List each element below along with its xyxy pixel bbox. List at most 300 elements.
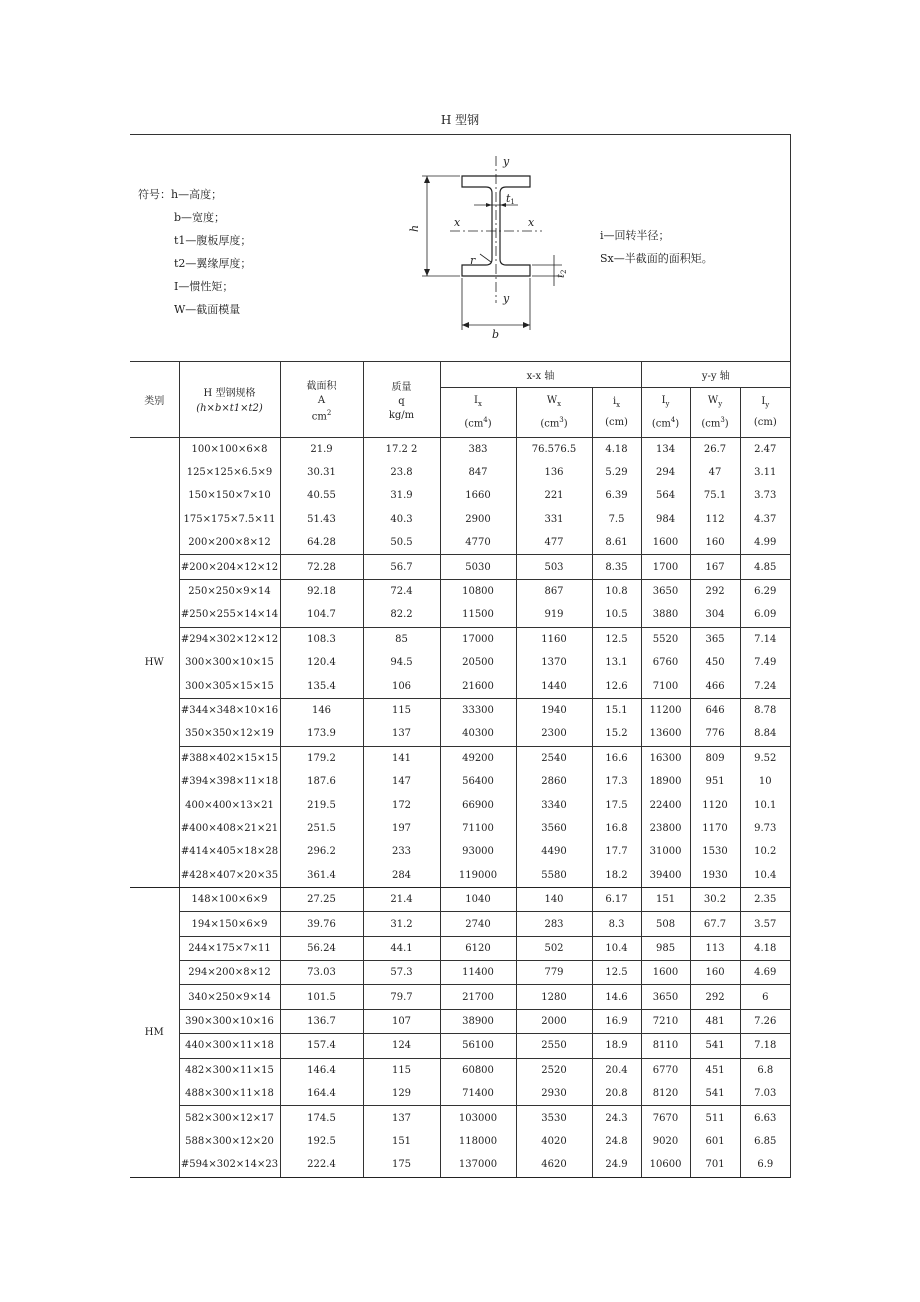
value-cell: 6.17: [592, 887, 641, 911]
value-cell: 1940: [516, 698, 592, 722]
value-cell: 2.35: [740, 887, 790, 911]
header-category: 类别: [130, 362, 179, 437]
value-cell: 985: [641, 936, 690, 960]
b-arrow-left: [462, 322, 469, 328]
unit-text: (cm: [651, 418, 671, 430]
value-cell: 11500: [440, 603, 516, 627]
header-wx: [516, 387, 592, 437]
value-cell: 984: [641, 508, 690, 531]
value-cell: 24.8: [592, 1130, 641, 1153]
value-cell: 76.576.5: [516, 437, 592, 461]
value-cell: 23800: [641, 817, 690, 840]
value-cell: 20.8: [592, 1082, 641, 1106]
header-spec-label: H 型钢规格: [203, 388, 256, 400]
value-cell: 9020: [641, 1130, 690, 1153]
value-cell: 17.3: [592, 770, 641, 793]
header-ix: [440, 387, 516, 437]
value-cell: 39.76: [280, 912, 363, 936]
table-row: [130, 627, 790, 651]
table-row: [130, 1130, 790, 1153]
value-cell: 56400: [440, 770, 516, 793]
value-cell: 22400: [641, 793, 690, 816]
value-cell: 10600: [641, 1153, 690, 1177]
value-cell: 6.29: [740, 579, 790, 603]
steel-table-sheet: [130, 134, 791, 1178]
spec-cell: #394×398×11×18: [179, 770, 280, 793]
value-cell: 508: [641, 912, 690, 936]
sym: [741, 396, 791, 409]
sym-main: I: [474, 394, 478, 406]
value-cell: 24.9: [592, 1153, 641, 1177]
table-row: [130, 1009, 790, 1033]
b-arrow-right: [523, 322, 530, 328]
sym: [517, 395, 592, 408]
value-cell: 2550: [516, 1034, 592, 1058]
value-cell: 3880: [641, 603, 690, 627]
value-cell: 1700: [641, 555, 690, 579]
value-cell: 16.9: [592, 1009, 641, 1033]
value-cell: 56.24: [280, 936, 363, 960]
value-cell: 2740: [440, 912, 516, 936]
value-cell: 10800: [440, 579, 516, 603]
value-cell: 140: [516, 887, 592, 911]
value-cell: 18900: [641, 770, 690, 793]
value-cell: 361.4: [280, 864, 363, 888]
value-cell: 10.1: [740, 793, 790, 816]
value-cell: 21.9: [280, 437, 363, 461]
spec-cell: 300×300×10×15: [179, 651, 280, 674]
table-row: [130, 864, 790, 888]
value-cell: 8.35: [592, 555, 641, 579]
value-cell: 1930: [690, 864, 740, 888]
spec-cell: 148×100×6×9: [179, 887, 280, 911]
value-cell: 776: [690, 722, 740, 746]
value-cell: 1370: [516, 651, 592, 674]
header-area: [280, 362, 363, 437]
value-cell: 49200: [440, 746, 516, 770]
value-cell: 6.39: [592, 484, 641, 507]
value-cell: 39400: [641, 864, 690, 888]
unit-close: ): [675, 418, 680, 430]
value-cell: 7.24: [740, 674, 790, 698]
value-cell: 4.18: [740, 936, 790, 960]
value-cell: 7100: [641, 674, 690, 698]
value-cell: 4020: [516, 1130, 592, 1153]
value-cell: 294: [641, 461, 690, 484]
value-cell: 47: [690, 461, 740, 484]
table-row: [130, 651, 790, 674]
value-cell: 16.8: [592, 817, 641, 840]
spec-cell: 294×200×8×12: [179, 961, 280, 985]
value-cell: 3.57: [740, 912, 790, 936]
value-cell: 6.63: [740, 1106, 790, 1130]
value-cell: 296.2: [280, 840, 363, 863]
value-cell: 477: [516, 531, 592, 555]
table-row: [130, 437, 790, 461]
value-cell: 44.1: [363, 936, 440, 960]
value-cell: 134: [641, 437, 690, 461]
table-row: [130, 840, 790, 863]
symbol-legend: [130, 135, 790, 362]
spec-cell: 582×300×12×17: [179, 1106, 280, 1130]
value-cell: 179.2: [280, 746, 363, 770]
value-cell: 101.5: [280, 985, 363, 1009]
spec-cell: #428×407×20×35: [179, 864, 280, 888]
value-cell: 951: [690, 770, 740, 793]
value-cell: 503: [516, 555, 592, 579]
fig-label-x-left: x: [454, 216, 461, 229]
value-cell: 6770: [641, 1058, 690, 1082]
unit-text: (cm: [464, 418, 484, 430]
table-row: [130, 746, 790, 770]
value-cell: 1040: [440, 887, 516, 911]
unit-exp: 2: [326, 408, 332, 417]
value-cell: 16.6: [592, 746, 641, 770]
value-cell: 6.85: [740, 1130, 790, 1153]
unit-close: ): [487, 418, 492, 430]
value-cell: 7.03: [740, 1082, 790, 1106]
value-cell: 13.1: [592, 651, 641, 674]
value-cell: 51.43: [280, 508, 363, 531]
value-cell: 151: [363, 1130, 440, 1153]
value-cell: 8.78: [740, 698, 790, 722]
unit: (cm): [605, 417, 628, 428]
value-cell: 2930: [516, 1082, 592, 1106]
value-cell: 141: [363, 746, 440, 770]
table-row: [130, 508, 790, 531]
header-mass-label: 质量: [391, 381, 412, 393]
header-wy: [690, 387, 740, 437]
spec-cell: 250×250×9×14: [179, 579, 280, 603]
spec-cell: #344×348×10×16: [179, 698, 280, 722]
value-cell: 112: [690, 508, 740, 531]
spec-cell: #388×402×15×15: [179, 746, 280, 770]
value-cell: 701: [690, 1153, 740, 1177]
value-cell: 5520: [641, 627, 690, 651]
value-cell: 30.2: [690, 887, 740, 911]
value-cell: 221: [516, 484, 592, 507]
fig-label-h-rot: h: [408, 224, 421, 232]
value-cell: 847: [440, 461, 516, 484]
spec-cell: 300×305×15×15: [179, 674, 280, 698]
value-cell: 167: [690, 555, 740, 579]
sym-main: I: [761, 396, 766, 407]
spec-cell: 194×150×6×9: [179, 912, 280, 936]
value-cell: 136.7: [280, 1009, 363, 1033]
value-cell: 1280: [516, 985, 592, 1009]
h-arrow-bottom: [424, 269, 430, 276]
value-cell: 18.9: [592, 1034, 641, 1058]
value-cell: 57.3: [363, 961, 440, 985]
value-cell: 151: [641, 887, 690, 911]
value-cell: 31000: [641, 840, 690, 863]
value-cell: 2520: [516, 1058, 592, 1082]
value-cell: 75.1: [690, 484, 740, 507]
value-cell: 4620: [516, 1153, 592, 1177]
value-cell: 541: [690, 1034, 740, 1058]
value-cell: 172: [363, 793, 440, 816]
value-cell: 365: [690, 627, 740, 651]
unit-exp: 3: [720, 415, 725, 424]
header-yy-axis: y-y 轴: [641, 362, 790, 387]
value-cell: 38900: [440, 1009, 516, 1033]
value-cell: 15.2: [592, 722, 641, 746]
unit-exp: 4: [670, 415, 676, 424]
header-spec-formula: (h×b×t1×t2): [196, 403, 263, 415]
value-cell: 115: [363, 1058, 440, 1082]
spec-cell: 175×175×7.5×11: [179, 508, 280, 531]
table-row: [130, 770, 790, 793]
value-cell: 919: [516, 603, 592, 627]
table-row: [130, 985, 790, 1009]
value-cell: 8.3: [592, 912, 641, 936]
value-cell: 1600: [641, 961, 690, 985]
value-cell: 1600: [641, 531, 690, 555]
value-cell: 8110: [641, 1034, 690, 1058]
value-cell: 17000: [440, 627, 516, 651]
value-cell: 31.9: [363, 484, 440, 507]
value-cell: 12.5: [592, 961, 641, 985]
category-cell: HW: [130, 437, 179, 887]
value-cell: 50.5: [363, 531, 440, 555]
value-cell: 93000: [440, 840, 516, 863]
value-cell: 40.3: [363, 508, 440, 531]
value-cell: 5.29: [592, 461, 641, 484]
legend-item: b—宽度；: [174, 211, 226, 224]
value-cell: 646: [690, 698, 740, 722]
unit: (cm): [753, 417, 777, 428]
value-cell: 66900: [440, 793, 516, 816]
value-cell: 10.2: [740, 840, 790, 863]
value-cell: 4.99: [740, 531, 790, 555]
value-cell: 71400: [440, 1082, 516, 1106]
value-cell: 17.5: [592, 793, 641, 816]
spec-cell: 390×300×10×16: [179, 1009, 280, 1033]
value-cell: 809: [690, 746, 740, 770]
value-cell: 33300: [440, 698, 516, 722]
spec-cell: #414×405×18×28: [179, 840, 280, 863]
value-cell: 26.7: [690, 437, 740, 461]
value-cell: 8.61: [592, 531, 641, 555]
sym-main: i: [612, 396, 617, 407]
value-cell: 104.7: [280, 603, 363, 627]
legend-item: t1—腹板厚度；: [174, 234, 252, 247]
value-cell: 7.18: [740, 1034, 790, 1058]
header-row-1: [130, 362, 790, 387]
sym-sub: y: [665, 399, 670, 408]
legend-item: t2—翼缘厚度；: [174, 257, 252, 270]
spec-cell: 440×300×11×18: [179, 1034, 280, 1058]
value-cell: 107: [363, 1009, 440, 1033]
value-cell: 11400: [440, 961, 516, 985]
value-cell: 331: [516, 508, 592, 531]
sym: [593, 396, 641, 409]
value-cell: 8120: [641, 1082, 690, 1106]
value-cell: 94.5: [363, 651, 440, 674]
value-cell: 2860: [516, 770, 592, 793]
value-cell: 56.7: [363, 555, 440, 579]
value-cell: 1660: [440, 484, 516, 507]
legend-item: Sx—半截面的面积矩。: [600, 252, 713, 265]
sym-sub: x: [557, 399, 562, 408]
category-cell: HM: [130, 887, 179, 1177]
value-cell: 12.5: [592, 627, 641, 651]
sym-sub: y: [765, 401, 770, 409]
value-cell: 383: [440, 437, 516, 461]
spec-cell: #250×255×14×14: [179, 603, 280, 627]
spec-cell: #200×204×12×12: [179, 555, 280, 579]
value-cell: 56100: [440, 1034, 516, 1058]
value-cell: 867: [516, 579, 592, 603]
table-row: [130, 1082, 790, 1106]
spec-cell: 100×100×6×8: [179, 437, 280, 461]
page-title: H 型钢: [440, 113, 480, 127]
sym: [691, 395, 740, 408]
value-cell: 3340: [516, 793, 592, 816]
value-cell: 20500: [440, 651, 516, 674]
value-cell: 6.9: [740, 1153, 790, 1177]
value-cell: 23.8: [363, 461, 440, 484]
value-cell: 4.85: [740, 555, 790, 579]
legend-item: I—惯性矩；: [174, 280, 234, 293]
sym-sub: y: [718, 399, 723, 408]
h-arrow-top: [424, 176, 430, 183]
fig-label-x-right: x: [528, 216, 535, 229]
value-cell: 2540: [516, 746, 592, 770]
fig-label-y-top: y: [503, 155, 510, 168]
value-cell: 10.4: [740, 864, 790, 888]
value-cell: 4.37: [740, 508, 790, 531]
value-cell: 92.18: [280, 579, 363, 603]
value-cell: 85: [363, 627, 440, 651]
value-cell: 219.5: [280, 793, 363, 816]
sym-main: W: [707, 394, 719, 406]
value-cell: 187.6: [280, 770, 363, 793]
value-cell: 4770: [440, 531, 516, 555]
value-cell: 108.3: [280, 627, 363, 651]
unit: [642, 416, 690, 429]
value-cell: 157.4: [280, 1034, 363, 1058]
header-xx-axis: x-x 轴: [440, 362, 641, 387]
value-cell: 175: [363, 1153, 440, 1177]
sym-main: W: [546, 394, 558, 406]
spec-cell: #294×302×12×12: [179, 627, 280, 651]
value-cell: 466: [690, 674, 740, 698]
table-row: [130, 1106, 790, 1130]
value-cell: 124: [363, 1034, 440, 1058]
table-row: [130, 579, 790, 603]
legend-item: 符号：h—高度；: [138, 188, 223, 201]
unit-close: ): [724, 418, 729, 430]
value-cell: 8.84: [740, 722, 790, 746]
table-row: [130, 603, 790, 627]
value-cell: 251.5: [280, 817, 363, 840]
value-cell: 64.28: [280, 531, 363, 555]
spec-cell: 200×200×8×12: [179, 531, 280, 555]
value-cell: 31.2: [363, 912, 440, 936]
value-cell: 18.2: [592, 864, 641, 888]
value-cell: 6760: [641, 651, 690, 674]
value-cell: 7.5: [592, 508, 641, 531]
spec-cell: 400×400×13×21: [179, 793, 280, 816]
value-cell: 5580: [516, 864, 592, 888]
fig-label-y-bottom: y: [503, 292, 510, 305]
spec-cell: 488×300×11×18: [179, 1082, 280, 1106]
value-cell: 14.6: [592, 985, 641, 1009]
value-cell: 451: [690, 1058, 740, 1082]
value-cell: 20.4: [592, 1058, 641, 1082]
unit-close: ): [563, 418, 568, 430]
value-cell: 135.4: [280, 674, 363, 698]
value-cell: 13600: [641, 722, 690, 746]
spec-cell: 588×300×12×20: [179, 1130, 280, 1153]
value-cell: 7.26: [740, 1009, 790, 1033]
fig-label-r: r: [470, 254, 476, 267]
value-cell: 137: [363, 1106, 440, 1130]
spec-cell: 350×350×12×19: [179, 722, 280, 746]
value-cell: 4.18: [592, 437, 641, 461]
value-cell: 3.73: [740, 484, 790, 507]
spec-cell: #594×302×14×23: [179, 1153, 280, 1177]
value-cell: 779: [516, 961, 592, 985]
value-cell: 2.47: [740, 437, 790, 461]
value-cell: 292: [690, 985, 740, 1009]
value-cell: 564: [641, 484, 690, 507]
fig-label-b: b: [492, 328, 500, 341]
header-iy-radius: [740, 387, 790, 437]
table-row: [130, 555, 790, 579]
value-cell: 147: [363, 770, 440, 793]
value-cell: 40.55: [280, 484, 363, 507]
unit-text: cm: [311, 410, 327, 422]
table-row: [130, 484, 790, 507]
value-cell: 146: [280, 698, 363, 722]
value-cell: 27.25: [280, 887, 363, 911]
value-cell: 103000: [440, 1106, 516, 1130]
spec-cell: 340×250×9×14: [179, 985, 280, 1009]
spec-cell: 482×300×11×15: [179, 1058, 280, 1082]
value-cell: 15.1: [592, 698, 641, 722]
unit-text: (cm: [540, 418, 560, 430]
value-cell: 164.4: [280, 1082, 363, 1106]
value-cell: 4490: [516, 840, 592, 863]
value-cell: 197: [363, 817, 440, 840]
value-cell: 5030: [440, 555, 516, 579]
value-cell: 9.52: [740, 746, 790, 770]
value-cell: 72.28: [280, 555, 363, 579]
value-cell: 10.8: [592, 579, 641, 603]
table-row: [130, 912, 790, 936]
unit: [441, 416, 516, 429]
value-cell: 10.4: [592, 936, 641, 960]
value-cell: 284: [363, 864, 440, 888]
value-cell: 30.31: [280, 461, 363, 484]
table-body: [130, 437, 790, 1177]
value-cell: 2000: [516, 1009, 592, 1033]
value-cell: 24.3: [592, 1106, 641, 1130]
unit: [517, 416, 592, 429]
value-cell: 7.14: [740, 627, 790, 651]
header-mass-unit: kg/m: [388, 409, 415, 421]
unit-exp: 4: [483, 415, 488, 424]
value-cell: 21.4: [363, 887, 440, 911]
value-cell: 67.7: [690, 912, 740, 936]
value-cell: 21700: [440, 985, 516, 1009]
value-cell: 450: [690, 651, 740, 674]
spec-cell: 125×125×6.5×9: [179, 461, 280, 484]
value-cell: 119000: [440, 864, 516, 888]
value-cell: 2900: [440, 508, 516, 531]
